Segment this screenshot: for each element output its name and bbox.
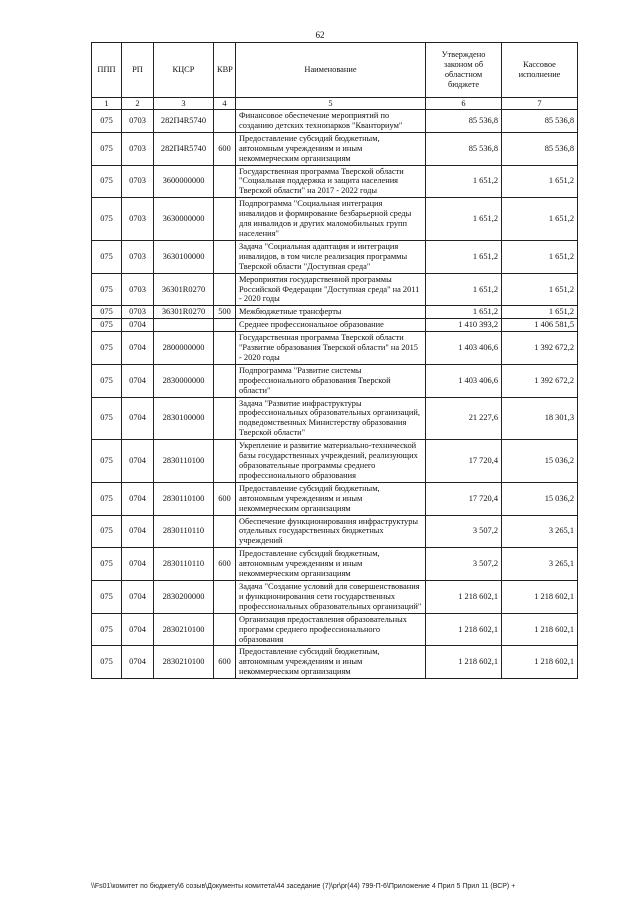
cell-name: Организация предоставления образовательных программ среднего профессионального образования xyxy=(236,613,426,646)
cell-kcsr: 2830210100 xyxy=(154,646,214,679)
table-header-row xyxy=(92,43,578,98)
cell-name: Предоставление субсидий бюджетным, автономным учреждениям и иным некоммерческим организациям xyxy=(236,132,426,165)
column-number: 5 xyxy=(236,98,426,110)
cell-approved: 17 720,4 xyxy=(426,440,502,483)
cell-rp: 0703 xyxy=(122,132,154,165)
cell-executed: 1 218 602,1 xyxy=(502,646,578,679)
table-row xyxy=(92,165,578,198)
cell-name: Подпрограмма "Социальная интеграция инвалидов и формирование безбарьерной среды для инвалидов и других маломобильных групп населения" xyxy=(236,198,426,241)
cell-kvr: 600 xyxy=(214,548,236,581)
cell-kvr xyxy=(214,165,236,198)
cell-ppp: 075 xyxy=(92,306,122,319)
cell-executed: 85 536,8 xyxy=(502,110,578,133)
cell-kcsr: 2830200000 xyxy=(154,580,214,613)
cell-rp: 0703 xyxy=(122,165,154,198)
cell-kvr: 600 xyxy=(214,482,236,515)
cell-approved: 85 536,8 xyxy=(426,132,502,165)
cell-rp: 0703 xyxy=(122,198,154,241)
cell-name: Предоставление субсидий бюджетным, автономным учреждениям и иным некоммерческим организациям xyxy=(236,482,426,515)
header-ppp: ППП xyxy=(92,43,122,98)
cell-executed: 3 265,1 xyxy=(502,515,578,548)
column-number-row xyxy=(92,98,578,110)
cell-ppp: 075 xyxy=(92,482,122,515)
cell-kcsr: 36301R0270 xyxy=(154,306,214,319)
column-number: 2 xyxy=(122,98,154,110)
cell-ppp: 075 xyxy=(92,240,122,273)
cell-kvr xyxy=(214,515,236,548)
cell-rp: 0704 xyxy=(122,440,154,483)
header-kvr: КВР xyxy=(214,43,236,98)
cell-rp: 0703 xyxy=(122,273,154,306)
cell-ppp: 075 xyxy=(92,110,122,133)
header-approved: Утверждено законом об областном бюджете xyxy=(426,43,502,98)
cell-kvr xyxy=(214,613,236,646)
cell-kcsr: 36301R0270 xyxy=(154,273,214,306)
cell-kcsr xyxy=(154,319,214,332)
table-row xyxy=(92,332,578,365)
cell-executed: 1 218 602,1 xyxy=(502,580,578,613)
cell-rp: 0704 xyxy=(122,332,154,365)
table-row xyxy=(92,548,578,581)
cell-ppp: 075 xyxy=(92,332,122,365)
header-name: Наименование xyxy=(236,43,426,98)
header-rp: РП xyxy=(122,43,154,98)
cell-name: Обеспечение функционирования инфраструктуры отдельных государственных бюджетных учреждений xyxy=(236,515,426,548)
cell-approved: 1 403 406,6 xyxy=(426,332,502,365)
cell-executed: 85 536,8 xyxy=(502,132,578,165)
cell-ppp: 075 xyxy=(92,165,122,198)
table-row xyxy=(92,646,578,679)
cell-name: Подпрограмма "Развитие системы профессионального образования Тверской области" xyxy=(236,364,426,397)
cell-kvr: 600 xyxy=(214,646,236,679)
column-number: 7 xyxy=(502,98,578,110)
table-row xyxy=(92,273,578,306)
cell-kvr xyxy=(214,240,236,273)
cell-executed: 1 406 581,5 xyxy=(502,319,578,332)
cell-kcsr: 2830000000 xyxy=(154,364,214,397)
cell-ppp: 075 xyxy=(92,548,122,581)
cell-kvr: 500 xyxy=(214,306,236,319)
cell-ppp: 075 xyxy=(92,319,122,332)
cell-rp: 0703 xyxy=(122,110,154,133)
cell-kcsr: 282П4R5740 xyxy=(154,132,214,165)
cell-ppp: 075 xyxy=(92,515,122,548)
cell-rp: 0704 xyxy=(122,319,154,332)
cell-approved: 1 651,2 xyxy=(426,240,502,273)
cell-approved: 1 218 602,1 xyxy=(426,646,502,679)
cell-ppp: 075 xyxy=(92,397,122,440)
cell-approved: 1 218 602,1 xyxy=(426,613,502,646)
table-row xyxy=(92,515,578,548)
cell-name: Государственная программа Тверской области "Социальная поддержка и защита населения Тверской области" на 2017 - 2022 годы xyxy=(236,165,426,198)
cell-kvr xyxy=(214,110,236,133)
cell-executed: 1 651,2 xyxy=(502,165,578,198)
cell-executed: 15 036,2 xyxy=(502,482,578,515)
cell-executed: 1 218 602,1 xyxy=(502,613,578,646)
cell-executed: 1 392 672,2 xyxy=(502,364,578,397)
cell-rp: 0704 xyxy=(122,482,154,515)
cell-approved: 1 651,2 xyxy=(426,198,502,241)
table-row xyxy=(92,364,578,397)
cell-ppp: 075 xyxy=(92,198,122,241)
cell-kvr xyxy=(214,319,236,332)
table-row xyxy=(92,240,578,273)
cell-rp: 0703 xyxy=(122,240,154,273)
page-number: 62 xyxy=(315,30,325,40)
cell-approved: 1 410 393,2 xyxy=(426,319,502,332)
cell-name: Финансовое обеспечение мероприятий по созданию детских технопарков "Кванториум" xyxy=(236,110,426,133)
cell-ppp: 075 xyxy=(92,364,122,397)
cell-rp: 0704 xyxy=(122,515,154,548)
cell-kvr xyxy=(214,198,236,241)
cell-approved: 1 651,2 xyxy=(426,273,502,306)
cell-kvr xyxy=(214,397,236,440)
cell-name: Задача "Развитие инфраструктуры профессиональных образовательных организаций, подведомственных Министерству образования Тверской области" xyxy=(236,397,426,440)
cell-executed: 1 651,2 xyxy=(502,273,578,306)
cell-approved: 1 651,2 xyxy=(426,306,502,319)
cell-executed: 1 651,2 xyxy=(502,240,578,273)
cell-executed: 1 392 672,2 xyxy=(502,332,578,365)
cell-kcsr: 2830210100 xyxy=(154,613,214,646)
table-row xyxy=(92,198,578,241)
column-number: 1 xyxy=(92,98,122,110)
cell-kcsr: 2800000000 xyxy=(154,332,214,365)
cell-approved: 1 651,2 xyxy=(426,165,502,198)
cell-kcsr: 3630000000 xyxy=(154,198,214,241)
cell-name: Предоставление субсидий бюджетным, автономным учреждениям и иным некоммерческим организациям xyxy=(236,548,426,581)
cell-kvr xyxy=(214,364,236,397)
file-path-footer: \\Fs01\комитет по бюджету\6 созыв\Документы комитета\44 заседание (7)\pr\pr(44) 799-П-6\Приложение 4 Прил 5 Прил 11 (ВСР) + xyxy=(91,883,516,890)
cell-ppp: 075 xyxy=(92,132,122,165)
cell-kcsr: 2830110100 xyxy=(154,440,214,483)
table-row xyxy=(92,132,578,165)
cell-name: Мероприятия государственной программы Российской Федерации "Доступная среда" на 2011 - 2020 годы xyxy=(236,273,426,306)
cell-rp: 0704 xyxy=(122,397,154,440)
cell-rp: 0704 xyxy=(122,580,154,613)
cell-approved: 17 720,4 xyxy=(426,482,502,515)
cell-executed: 1 651,2 xyxy=(502,198,578,241)
cell-ppp: 075 xyxy=(92,613,122,646)
cell-name: Предоставление субсидий бюджетным, автономным учреждениям и иным некоммерческим организациям xyxy=(236,646,426,679)
table-row xyxy=(92,319,578,332)
cell-kcsr: 2830110110 xyxy=(154,548,214,581)
cell-kcsr: 282П4R5740 xyxy=(154,110,214,133)
cell-kvr xyxy=(214,273,236,306)
cell-approved: 21 227,6 xyxy=(426,397,502,440)
cell-approved: 3 507,2 xyxy=(426,548,502,581)
cell-approved: 1 403 406,6 xyxy=(426,364,502,397)
cell-approved: 85 536,8 xyxy=(426,110,502,133)
cell-executed: 18 301,3 xyxy=(502,397,578,440)
table-row xyxy=(92,306,578,319)
cell-rp: 0704 xyxy=(122,548,154,581)
column-number: 6 xyxy=(426,98,502,110)
table-row xyxy=(92,580,578,613)
budget-table xyxy=(91,42,578,679)
table-row xyxy=(92,110,578,133)
table-body xyxy=(92,110,578,679)
cell-ppp: 075 xyxy=(92,646,122,679)
cell-name: Государственная программа Тверской области "Развитие образования Тверской области" на 2015 - 2020 годы xyxy=(236,332,426,365)
cell-ppp: 075 xyxy=(92,440,122,483)
cell-kcsr: 2830110110 xyxy=(154,515,214,548)
cell-name: Укрепление и развитие материально-технической базы государственных учреждений, реализующих образовательные программы среднего профессионального образования xyxy=(236,440,426,483)
cell-name: Межбюджетные трансферты xyxy=(236,306,426,319)
table-row xyxy=(92,613,578,646)
cell-kvr xyxy=(214,440,236,483)
cell-kvr xyxy=(214,332,236,365)
cell-approved: 3 507,2 xyxy=(426,515,502,548)
table-row xyxy=(92,440,578,483)
cell-name: Задача "Социальная адаптация и интеграция инвалидов, в том числе реализация программы Тверской области "Доступная среда" xyxy=(236,240,426,273)
table-row xyxy=(92,397,578,440)
cell-executed: 1 651,2 xyxy=(502,306,578,319)
cell-name: Среднее профессиональное образование xyxy=(236,319,426,332)
cell-rp: 0703 xyxy=(122,306,154,319)
cell-approved: 1 218 602,1 xyxy=(426,580,502,613)
cell-kvr: 600 xyxy=(214,132,236,165)
table-row xyxy=(92,482,578,515)
header-kcsr: КЦСР xyxy=(154,43,214,98)
cell-rp: 0704 xyxy=(122,364,154,397)
column-number: 3 xyxy=(154,98,214,110)
header-executed: Кассовое исполнение xyxy=(502,43,578,98)
cell-kcsr: 2830110100 xyxy=(154,482,214,515)
column-number: 4 xyxy=(214,98,236,110)
cell-ppp: 075 xyxy=(92,273,122,306)
cell-name: Задача "Создание условий для совершенствования и функционирования сети государственных профессиональных образовательных организаций" xyxy=(236,580,426,613)
cell-rp: 0704 xyxy=(122,646,154,679)
cell-ppp: 075 xyxy=(92,580,122,613)
cell-kcsr: 3600000000 xyxy=(154,165,214,198)
cell-kcsr: 3630100000 xyxy=(154,240,214,273)
cell-rp: 0704 xyxy=(122,613,154,646)
cell-executed: 3 265,1 xyxy=(502,548,578,581)
cell-kcsr: 2830100000 xyxy=(154,397,214,440)
cell-kvr xyxy=(214,580,236,613)
cell-executed: 15 036,2 xyxy=(502,440,578,483)
